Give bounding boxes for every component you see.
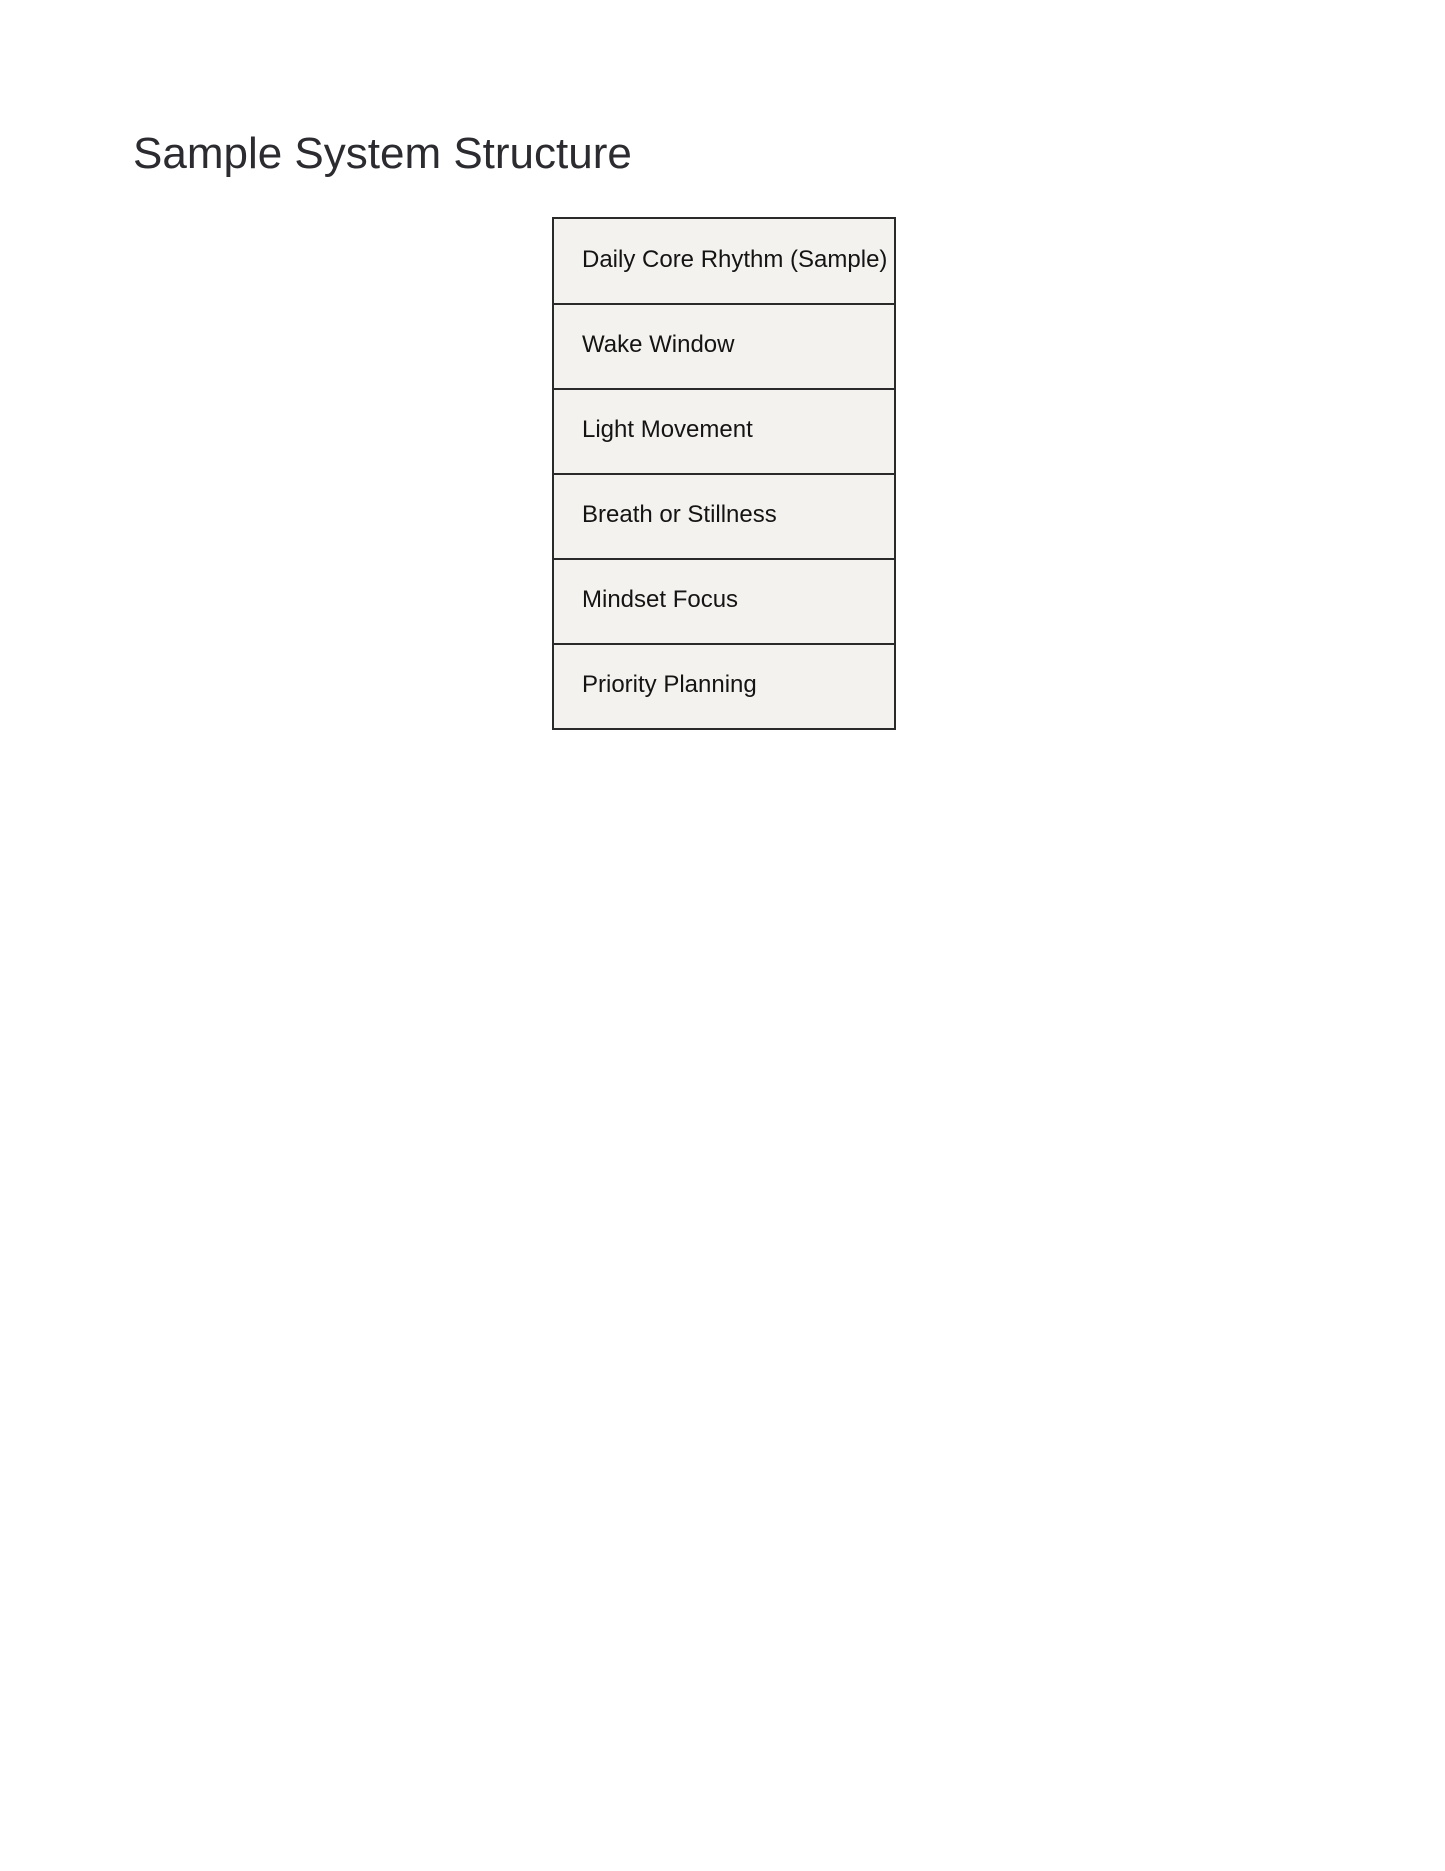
row-label: Daily Core Rhythm (Sample) <box>582 245 888 273</box>
row-label: Mindset Focus <box>582 586 739 613</box>
table-row <box>554 473 894 558</box>
structure-table <box>552 217 896 730</box>
row-label: Wake Window <box>582 331 735 358</box>
row-label: Light Movement <box>582 416 753 443</box>
table-row <box>554 558 894 643</box>
table-row <box>554 388 894 473</box>
row-label: Priority Planning <box>582 671 757 698</box>
table-row <box>554 643 894 728</box>
row-label: Breath or Stillness <box>582 501 777 528</box>
page-title: Sample System Structure <box>133 129 632 178</box>
table-row-header <box>554 219 894 303</box>
table-row <box>554 303 894 388</box>
